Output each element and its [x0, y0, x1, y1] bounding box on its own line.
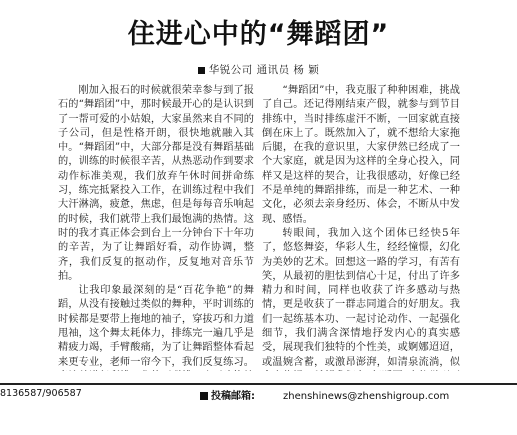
paragraph: 转眼间，我加入这个团体已经快5年了，悠悠舞姿，华彩人生，经经憧憬，幻化为美妙的艺术。回想这一路的学习，有苦有笑，从最初的胆怯到信心十足，付出了许多精力和时间，同样也收获了许多感动与热情，更是收获了一群志同道合的好朋友。我们一起练基本功、一起讨论动作、一起强化细节，我们满含深情地抒发内心的真实感受，展现我们独特的个性美，或婀娜迢迢，或温婉含蓄，或激昂澎湃，如清泉流淌，似 — [262, 227, 460, 368]
email-address[interactable]: zhenshinews@zhenshigroup.com — [283, 391, 450, 402]
article-column-left — [58, 84, 254, 371]
byline-text: 华锐公司 通讯员 杨 颖 — [208, 64, 320, 76]
square-bullet-icon — [200, 392, 208, 400]
square-bullet-icon — [198, 67, 205, 74]
email-label: 投稿邮箱: — [211, 391, 255, 402]
paragraph: 刚加入报石的时候就很荣幸参与到了报石的“舞蹈团”中，那时候最开心的是认识到了一帮可爱的小姑娘，大家虽然来自不同的子公司，但是性格开朗，很快地就融入其中。“舞蹈团”中，大部分都是没有舞蹈基础的，训练的时候很辛苦，从热恶动作到要求动作标准美观，我们放弃午休时间拼命练习，练完抵紧投入工作，在训练过程中我们大汗淋漓，疲惫，焦虑，但是每每音乐响起的时候，我们就带上我们最饱满的热情。这时的我才真正体会到台上一分钟台下十年功的辛苦，为了让舞蹈好看，动作协调，整齐，我们反复的抠动作，反复地对音乐节拍。 — [58, 85, 254, 282]
footer-contact — [200, 387, 449, 402]
byline — [0, 62, 517, 77]
paragraph: 让我印象最深刻的是“百花争艳”的舞蹈，从没有接触过类似的舞种，平时训练的时候都是要带上拖地的袖子，穿拔巧和力道甩袖，这个舞太耗体力，排练完一遍几乎是精疲力竭，手臂酸痛，为了让舞蹈整体看起来更专业，老师一帘今下，我们反复练习。 — [58, 285, 254, 368]
article-title: 住进心中的“舞蹈团” — [127, 19, 390, 50]
article-column-right — [262, 84, 460, 371]
paragraph: “舞蹈团”中，我克服了种种困难，挑战了自己。还记得刚结束产假，就参与到节目排练中，当时排练虚汗不断，一回家就直接倒在床上了。既然加入了，就不想给大家拖后腿，在我的意识里，大家伊然已经成了一个大家庭，就是因为这样的全身心投入，同样又是这样的契合，让我很感动，好像已经不是单纯的舞蹈排练，而是一种艺术、一种文化，必须去亲身经历、体会，不断从中发现、感悟。 — [262, 85, 460, 225]
footer-divider — [0, 383, 517, 385]
footer-phone: 8136587/906587 — [0, 388, 82, 399]
